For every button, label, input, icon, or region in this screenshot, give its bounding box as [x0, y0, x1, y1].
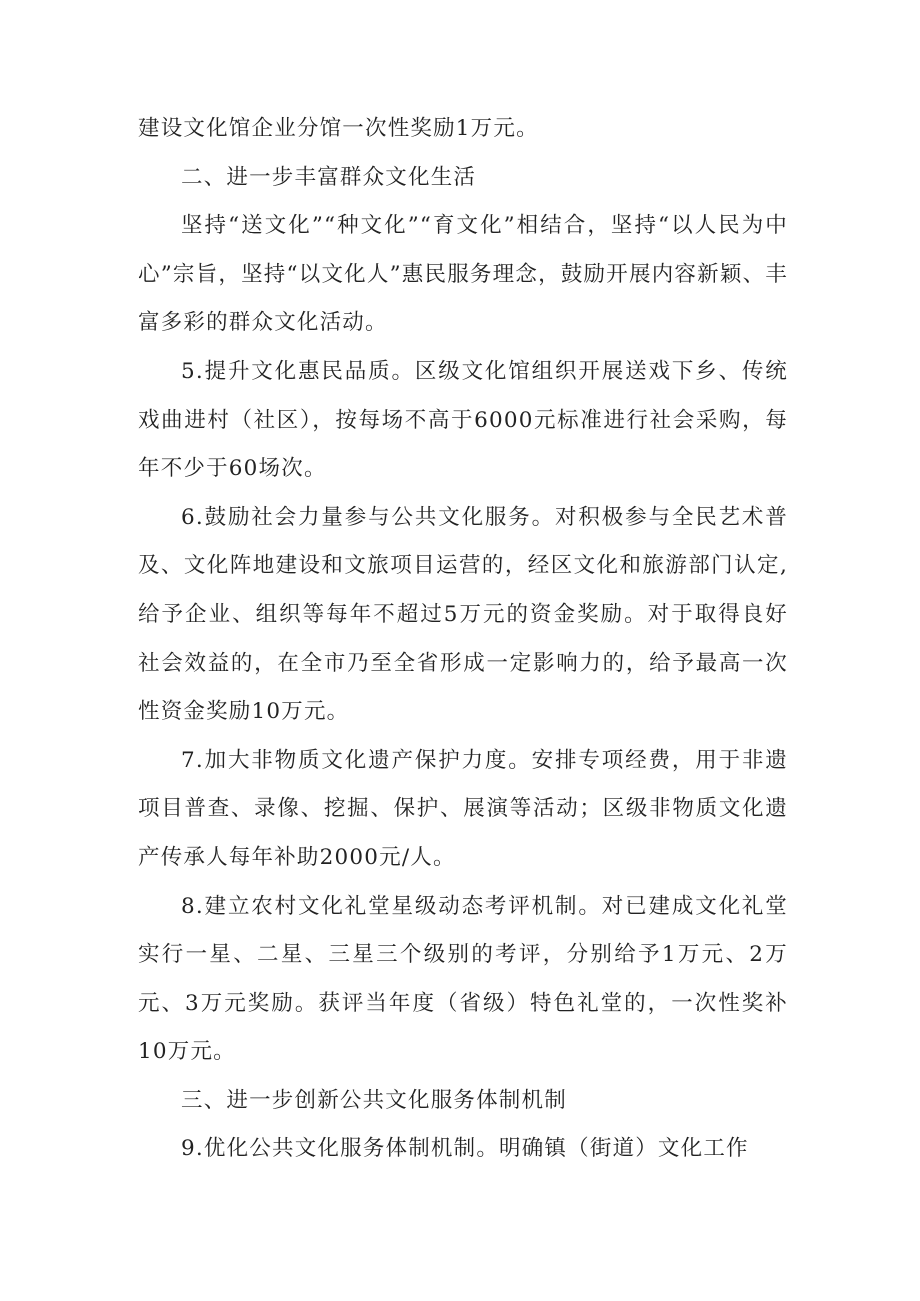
paragraph-item-5: 5.提升文化惠民品质。区级文化馆组织开展送戏下乡、传统戏曲进村（社区），按每场不高于6000元标准进行社会采购，每年不少于60场次。 — [138, 358, 788, 482]
paragraph-intro: 坚持“送文化”“种文化”“育文化”相结合，坚持“以人民为中心”宗旨，坚持“以文化人”惠民服务理念，鼓励开展内容新颖、丰富多彩的群众文化活动。 — [138, 213, 788, 336]
paragraph-item-9: 9.优化公共文化服务体制机制。明确镇（街道）文化工作 — [181, 1136, 749, 1162]
section-heading-2: 二、进一步丰富群众文化生活 — [181, 164, 477, 190]
paragraph-item-8: 8.建立农村文化礼堂星级动态考评机制。对已建成文化礼堂实行一星、二星、三星三个级别的考评，分别给予1万元、2万元、3万元奖励。获评当年度（省级）特色礼堂的，一次性奖补10万元。 — [138, 893, 788, 1065]
section-heading-3: 三、进一步创新公共文化服务体制机制 — [181, 1087, 567, 1113]
paragraph-continuation: 建设文化馆企业分馆一次性奖励1万元。 — [138, 116, 539, 141]
paragraph-item-6: 6.鼓励社会力量参与公共文化服务。对积极参与全民艺术普及、文化阵地建设和文旅项目运营的，经区文化和旅游部门认定,给予企业、组织等每年不超过5万元的资金奖励。对于取得良好社会效益的，在全市乃至全省形成一定影响力的，给予最高一次性资金奖励10万元。 — [138, 504, 788, 725]
document-body — [138, 105, 788, 1174]
paragraph-item-7: 7.加大非物质文化遗产保护力度。安排专项经费，用于非遗项目普查、录像、挖掘、保护、展演等活动；区级非物质文化遗产传承人每年补助2000元/人。 — [138, 747, 788, 870]
